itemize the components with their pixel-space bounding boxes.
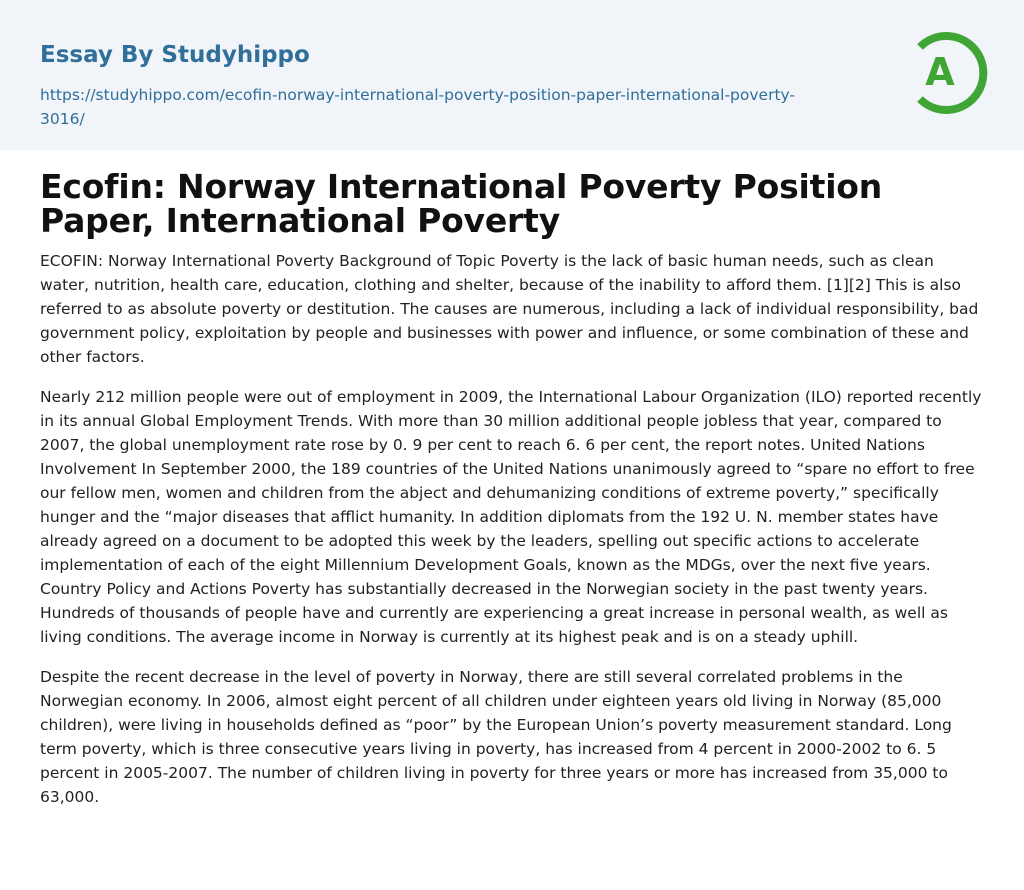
essay-content [40, 167, 984, 825]
essay-title: Ecofin: Norway International Poverty Position Paper, International Poverty [40, 167, 883, 240]
essay-paragraph: ECOFIN: Norway International Poverty Background of Topic Poverty is the lack of basic human needs, such as clean water, nutrition, health care, education, clothing and shelter, because of the inability to afford them. [1][2] This is also referred to as absolute poverty or destitution. The causes are numerous, including a lack of individual responsibility, bad government policy, exploitation by people and businesses with power and influence, or some combination of these and other factors. [40, 252, 979, 366]
essay-paragraph: Despite the recent decrease in the level of poverty in Norway, there are still several correlated problems in the Norwegian economy. In 2006, almost eight percent of all children under eighteen years old living in Norway (85,000 children), were living in households defined as “poor” by the European Union’s poverty measurement standard. Long term poverty, which is three consecutive years living in poverty, has increased from 4 percent in 2000-2002 to 6. 5 percent in 2005-2007. The number of children living in poverty for three years or more has increased from 35,000 to 63,000. [40, 668, 952, 806]
studyhippo-logo[interactable] [906, 28, 992, 118]
site-header [0, 0, 1024, 150]
logo-letter: A [925, 50, 955, 94]
source-url-link[interactable]: https://studyhippo.com/ecofin-norway-international-poverty-position-paper-international-poverty-3016/ [40, 86, 796, 128]
essay-paragraph: Nearly 212 million people were out of employment in 2009, the International Labour Organization (ILO) reported recently in its annual Global Employment Trends. With more than 30 million additional people jobless that year, compared to 2007, the global unemployment rate rose by 0. 9 per cent to reach 6. 6 per cent, the report notes. United Nations Involvement In September 2000, the 189 countries of the United Nations unanimously agreed to “spare no effort to free our fellow men, women and children from the abject and dehumanizing conditions of extreme poverty,” specifically hunger and the “major diseases that afflict humanity. In addition diplomats from the 192 U. N. member states have already agreed on a document to be adopted this week by the leaders, spelling out specific actions to accelerate implementation of each of the eight Millennium Development Goals, known as the MDGs, over the next five years. Country Policy and Actions Poverty has substantially decreased in the Norwegian society in the past twenty years. Hundreds of thousands of people have and currently are experiencing a great increase in personal wealth, as well as living conditions. The average income in Norway is currently at its highest peak and is on a steady uphill. [40, 388, 982, 646]
brand-title[interactable]: Essay By Studyhippo [40, 42, 310, 68]
